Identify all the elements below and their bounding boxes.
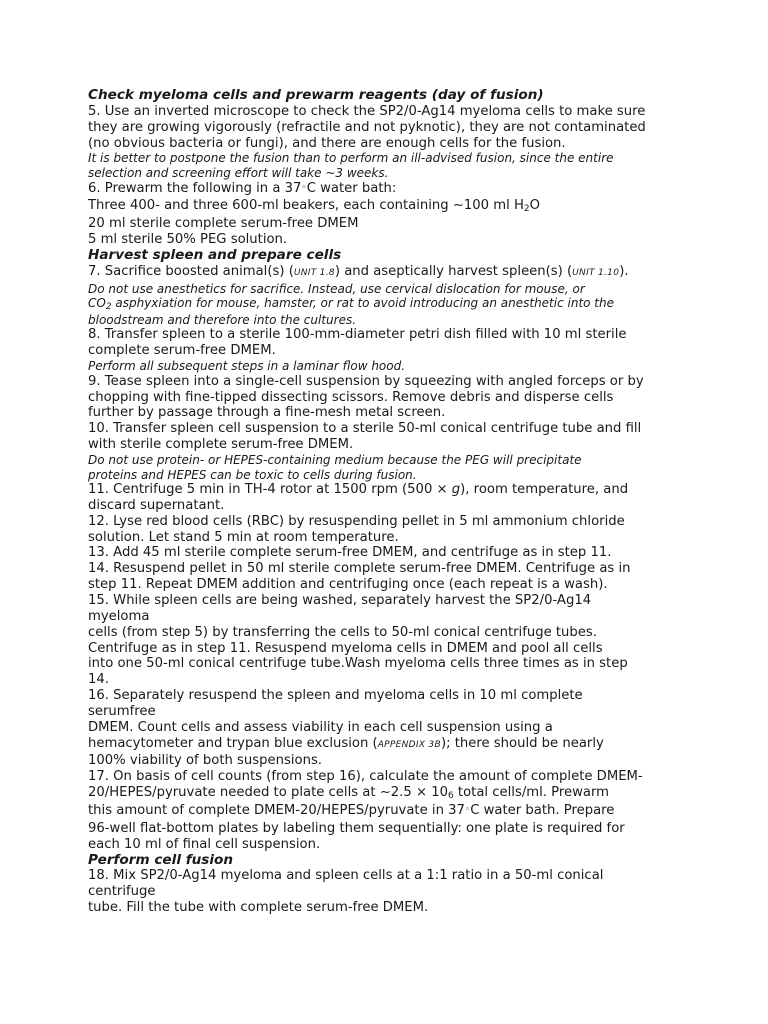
step-15-line-4: Centrifuge as in step 11. Resuspend myeloma cells in DMEM and pool all cells [88, 640, 603, 656]
step-18 [88, 868, 688, 916]
step-17 [88, 769, 688, 852]
step-17-prewarm-text: this amount of complete DMEM-20/HEPES/pyruvate in 37 [88, 802, 465, 818]
step-14 [88, 561, 688, 593]
step-17-text-end: total cells/ml. Prewarm [453, 785, 610, 801]
step-16-text-end: ); there should be nearly [440, 735, 604, 751]
step-13: 13. Add 45 ml sterile complete serum-free DMEM, and centrifuge as in step 11. [88, 545, 612, 561]
step-12-line-1: 12. Lyse red blood cells (RBC) by resuspending pellet in 5 ml ammonium chloride [88, 513, 625, 529]
step-5 [88, 104, 688, 181]
step-6-line-4: 5 ml sterile 50% PEG solution. [88, 232, 288, 248]
section-heading-check-myeloma: Check myeloma cells and prewarm reagents (day of fusion) [88, 87, 544, 103]
step-10 [88, 421, 688, 482]
step-5-line-1: 5. Use an inverted microscope to check the SP2/0-Ag14 myeloma cells to make sure [88, 103, 646, 119]
step-12 [88, 514, 688, 546]
step-5-line-2: they are growing vigorously (refractile and not pyknotic), they are not contaminated [88, 119, 646, 135]
step-15-line-5: into one 50-ml conical centrifuge tube.Wash myeloma cells three times as in step [88, 656, 628, 672]
step-7-note-line-2 [88, 296, 688, 313]
step-5-line-3: (no obvious bacteria or fungi), and there are enough cells for the fusion. [88, 135, 566, 151]
step-18-line-1: 18. Mix SP2/0-Ag14 myeloma and spleen cells at a 1:1 ratio in a 50-ml conical [88, 868, 604, 884]
section-heading-harvest-spleen: Harvest spleen and prepare cells [88, 246, 342, 263]
unit-reference-2: UNIT 1.10 [572, 267, 620, 278]
step-11 [88, 482, 688, 514]
step-5-note-line-1: It is better to postpone the fusion than to perform an ill-advised fusion, since the entire [88, 151, 614, 166]
step-17-prewarm-text-end: C water bath. Prepare [470, 802, 615, 818]
step-15-line-3: cells (from step 5) by transferring the cells to 50-ml conical centrifuge tubes. [88, 624, 597, 640]
step-17-line-3 [88, 803, 688, 821]
step-6-line-1 [88, 181, 688, 199]
beakers-text-end: O [529, 198, 541, 214]
step-11-line-1 [88, 482, 688, 498]
step-5-note-line-2: selection and screening effort will take ~3 weeks. [88, 165, 389, 180]
step-17-line-5: each 10 ml of final cell suspension. [88, 836, 321, 852]
step-17-line-2 [88, 785, 688, 803]
step-8-line-2: complete serum-free DMEM. [88, 343, 276, 359]
step-6-text-end: C water bath: [306, 180, 397, 196]
beakers-text: Three 400- and three 600-ml beakers, each containing ~100 ml H [88, 198, 524, 214]
step-10-note-line-2: proteins and HEPES can be toxic to cells during fusion. [88, 467, 417, 482]
step-9 [88, 374, 688, 422]
step-16-line-5: 100% viability of both suspensions. [88, 753, 323, 769]
step-17-line-4: 96-well flat-bottom plates by labeling them sequentially: one plate is required for [88, 820, 625, 836]
step-15-line-6: 14. [88, 672, 109, 688]
step-7-note-line-1: Do not use anesthetics for sacrifice. Instead, use cervical dislocation for mouse, or [88, 281, 585, 296]
step-16-text: hemacytometer and trypan blue exclusion ( [88, 735, 378, 751]
exponent-6: 6 [447, 791, 454, 802]
degree-symbol: ◦ [464, 804, 471, 815]
step-16-line-3: DMEM. Count cells and assess viability in each cell suspension using a [88, 719, 553, 735]
unit-reference-1: UNIT 1.8 [293, 267, 335, 278]
step-18-line-3: tube. Fill the tube with complete serum-free DMEM. [88, 900, 429, 916]
step-17-line-1: 17. On basis of cell counts (from step 16), calculate the amount of complete DMEM- [88, 769, 643, 785]
step-6-text: 6. Prewarm the following in a 37 [88, 180, 302, 196]
appendix-reference: APPENDIX 3B [377, 739, 441, 750]
step-8 [88, 327, 688, 373]
step-11-text-end: ), room temperature, and [460, 482, 629, 498]
step-15 [88, 593, 688, 688]
step-7-note-line-3: bloodstream and therefore into the cultures. [88, 312, 357, 327]
step-16 [88, 688, 688, 769]
step-7-line-1 [88, 264, 688, 282]
step-9-line-3: further by passage through a fine-mesh metal screen. [88, 405, 446, 421]
step-17-text: 20/HEPES/pyruvate needed to plate cells at ~2.5 × 10 [88, 785, 448, 801]
co2-text: CO [88, 296, 106, 311]
step-6 [88, 181, 688, 248]
co2-text-end: asphyxiation for mouse, hamster, or rat to avoid introducing an anesthetic into the [111, 296, 614, 311]
step-14-line-1: 14. Resuspend pellet in 50 ml sterile complete serum-free DMEM. Centrifuge as in [88, 561, 631, 577]
step-16-line-2: serumfree [88, 703, 156, 719]
step-8-line-1: 8. Transfer spleen to a sterile 100-mm-diameter petri dish filled with 10 ml sterile [88, 327, 627, 343]
step-16-line-4 [88, 736, 688, 754]
section-heading-cell-fusion: Perform cell fusion [88, 851, 234, 868]
step-7-text-mid: ) and aseptically harvest spleen(s) ( [334, 263, 573, 279]
step-7-text: 7. Sacrifice boosted animal(s) ( [88, 263, 294, 279]
step-11-text: 11. Centrifuge 5 min in TH-4 rotor at 1500 rpm (500 × [88, 482, 452, 498]
degree-symbol: ◦ [301, 182, 307, 193]
step-14-line-2: step 11. Repeat DMEM addition and centrifuging once (each repeat is a wash). [88, 577, 608, 593]
step-9-line-1: 9. Tease spleen into a single-cell suspension by squeezing with angled forceps or by [88, 373, 644, 389]
step-12-line-2: solution. Let stand 5 min at room temperature. [88, 529, 399, 545]
step-7 [88, 264, 688, 328]
step-15-line-2: myeloma [88, 608, 150, 624]
step-6-line-3: 20 ml sterile complete serum-free DMEM [88, 216, 359, 232]
step-16-line-1: 16. Separately resuspend the spleen and myeloma cells in 10 ml complete [88, 688, 583, 704]
subscript-2: 2 [105, 302, 112, 313]
document-page [88, 88, 688, 916]
step-18-line-2: centrifuge [88, 884, 156, 900]
step-8-note: Perform all subsequent steps in a laminar flow hood. [88, 359, 406, 374]
step-10-note-line-1: Do not use protein- or HEPES-containing medium because the PEG will precipitate [88, 452, 582, 467]
step-11-line-2: discard supernatant. [88, 497, 225, 513]
step-6-line-2 [88, 198, 688, 216]
step-9-line-2: chopping with fine-tipped dissecting scissors. Remove debris and disperse cells [88, 389, 614, 405]
step-15-line-1: 15. While spleen cells are being washed, separately harvest the SP2/0-Ag14 [88, 593, 592, 608]
g-force-symbol: g [451, 482, 461, 498]
step-7-text-end: ). [619, 263, 629, 279]
step-10-line-1: 10. Transfer spleen cell suspension to a sterile 50-ml conical centrifuge tube and fill [88, 421, 642, 437]
subscript-2: 2 [523, 204, 530, 215]
step-10-line-2: with sterile complete serum-free DMEM. [88, 437, 354, 453]
